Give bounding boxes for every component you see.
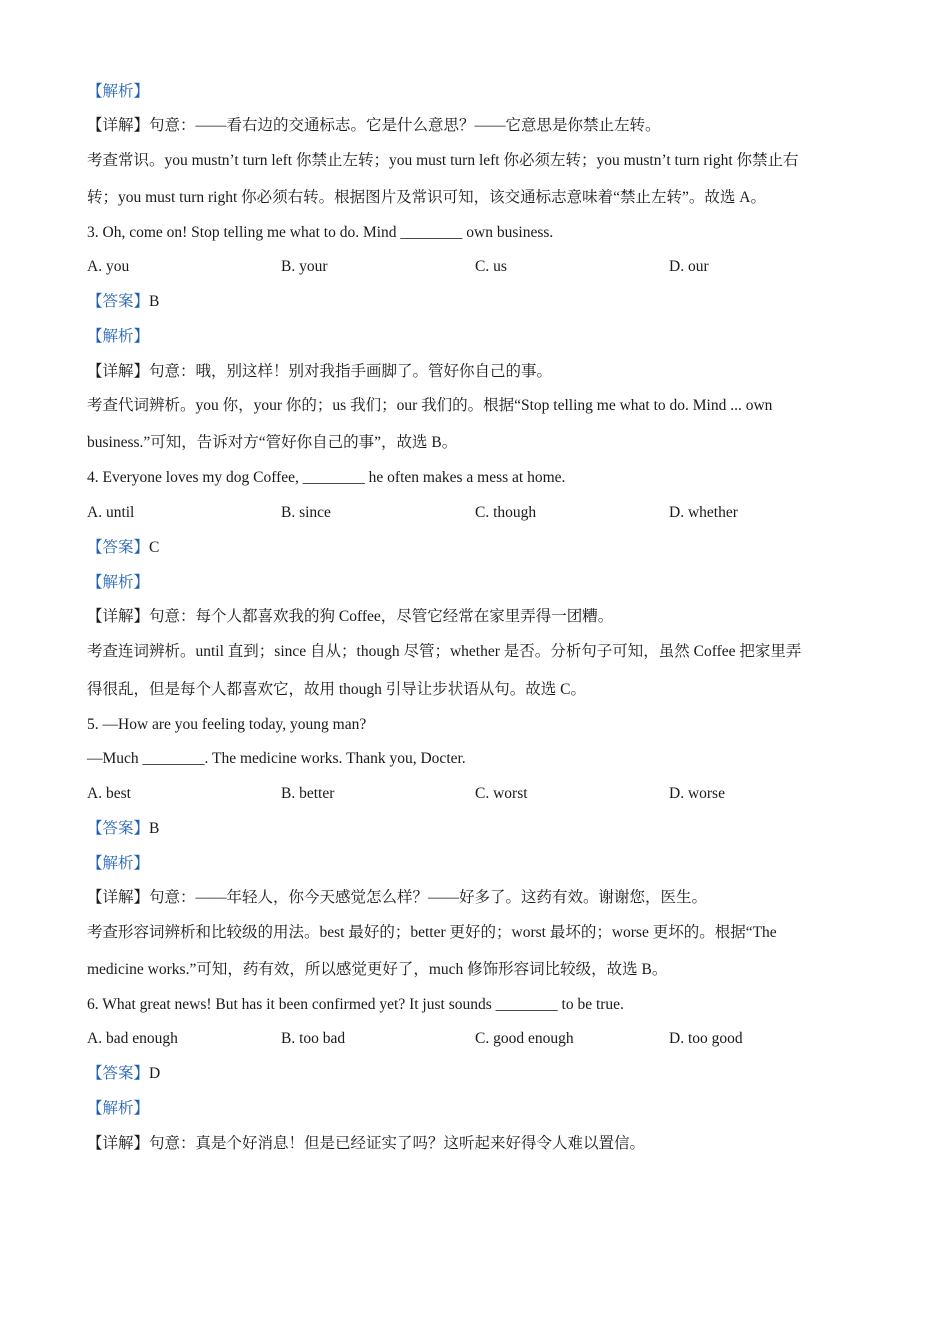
explanation-line-2: 转；you must turn right 你必须右转。根据图片及常识可知，该交通标志意味着“禁止左转”。故选 A。 (87, 189, 766, 206)
analysis-header: 【解析】 (87, 83, 150, 100)
answer-value: B (149, 820, 160, 837)
option-d: D. too good (669, 1030, 743, 1047)
option-a: A. until (87, 504, 135, 521)
option-c: C. good enough (475, 1030, 574, 1047)
answer-tag: 【答案】 (87, 539, 150, 556)
explanation-line-2: business.”可知，告诉对方“管好你自己的事”，故选 B。 (87, 434, 458, 451)
detail-meaning (87, 888, 707, 908)
answer-tag: 【答案】 (87, 1065, 150, 1082)
option-c: C. though (475, 504, 537, 521)
option-d: D. whether (669, 504, 738, 521)
answer-tag: 【答案】 (87, 820, 150, 837)
option-a: A. best (87, 785, 131, 802)
detail-meaning (87, 1134, 645, 1154)
answer-line (87, 292, 159, 312)
option-c: C. worst (475, 785, 528, 802)
explanation-line-1: 考查常识。you mustn’t turn left 你禁止左转；you must turn left 你必须左转；you mustn’t turn right 你禁止右 (87, 152, 799, 169)
explanation-line-1: 考查代词辨析。you 你，your 你的；us 我们；our 我们的。根据“Stop telling me what to do. Mind ... own (87, 397, 773, 414)
option-b: B. too bad (281, 1030, 346, 1047)
explanation-line-1: 考查形容词辨析和比较级的用法。best 最好的；better 更好的；worst 最坏的；worse 更坏的。根据“The (87, 924, 777, 941)
answer-value: C (149, 539, 160, 556)
question-stem: 6. What great news! But has it been confirmed yet? It just sounds ________ to be true. (87, 996, 624, 1013)
answer-line (87, 1064, 160, 1084)
detail-meaning (87, 362, 552, 382)
question-stem-line-2: —Much ________. The medicine works. Thank you, Docter. (87, 750, 466, 767)
meaning-text: 句意：——看右边的交通标志。它是什么意思？——它意思是你禁止左转。 (149, 117, 661, 134)
detail-tag: 【详解】 (87, 117, 150, 134)
detail-tag: 【详解】 (87, 889, 150, 906)
answer-tag: 【答案】 (87, 293, 150, 310)
answer-line (87, 538, 159, 558)
meaning-text: 句意：真是个好消息！但是已经证实了吗？这听起来好得令人难以置信。 (149, 1135, 646, 1152)
analysis-header: 【解析】 (87, 855, 150, 872)
option-b: B. your (281, 258, 328, 275)
explanation-line-1: 考查连词辨析。until 直到；since 自从；though 尽管；whether 是否。分析句子可知，虽然 Coffee 把家里弄 (87, 643, 802, 660)
analysis-header: 【解析】 (87, 574, 150, 591)
option-a: A. you (87, 258, 130, 275)
detail-tag: 【详解】 (87, 363, 150, 380)
answer-value: D (149, 1065, 161, 1082)
question-stem: 3. Oh, come on! Stop telling me what to do. Mind ________ own business. (87, 224, 554, 241)
option-d: D. worse (669, 785, 725, 802)
detail-tag: 【详解】 (87, 608, 150, 625)
option-b: B. since (281, 504, 331, 521)
answer-value: B (149, 293, 160, 310)
meaning-text: 句意：每个人都喜欢我的狗 Coffee，尽管它经常在家里弄得一团糟。 (149, 608, 614, 625)
detail-meaning (87, 607, 613, 627)
analysis-header: 【解析】 (87, 328, 150, 345)
detail-meaning (87, 116, 661, 136)
explanation-line-2: 得很乱，但是每个人都喜欢它，故用 though 引导让步状语从句。故选 C。 (87, 681, 587, 698)
meaning-text: 句意：哦，别这样！别对我指手画脚了。管好你自己的事。 (149, 363, 553, 380)
answer-line (87, 819, 159, 839)
explanation-line-2: medicine works.”可知，药有效，所以感觉更好了，much 修饰形容词比较级，故选 B。 (87, 961, 668, 978)
question-stem: 5. —How are you feeling today, young man? (87, 716, 367, 733)
analysis-header: 【解析】 (87, 1100, 150, 1117)
meaning-text: 句意：——年轻人，你今天感觉怎么样？——好多了。这药有效。谢谢您，医生。 (149, 889, 708, 906)
question-stem: 4. Everyone loves my dog Coffee, ________ he often makes a mess at home. (87, 469, 566, 486)
option-b: B. better (281, 785, 335, 802)
option-a: A. bad enough (87, 1030, 178, 1047)
option-d: D. our (669, 258, 709, 275)
detail-tag: 【详解】 (87, 1135, 150, 1152)
option-c: C. us (475, 258, 507, 275)
